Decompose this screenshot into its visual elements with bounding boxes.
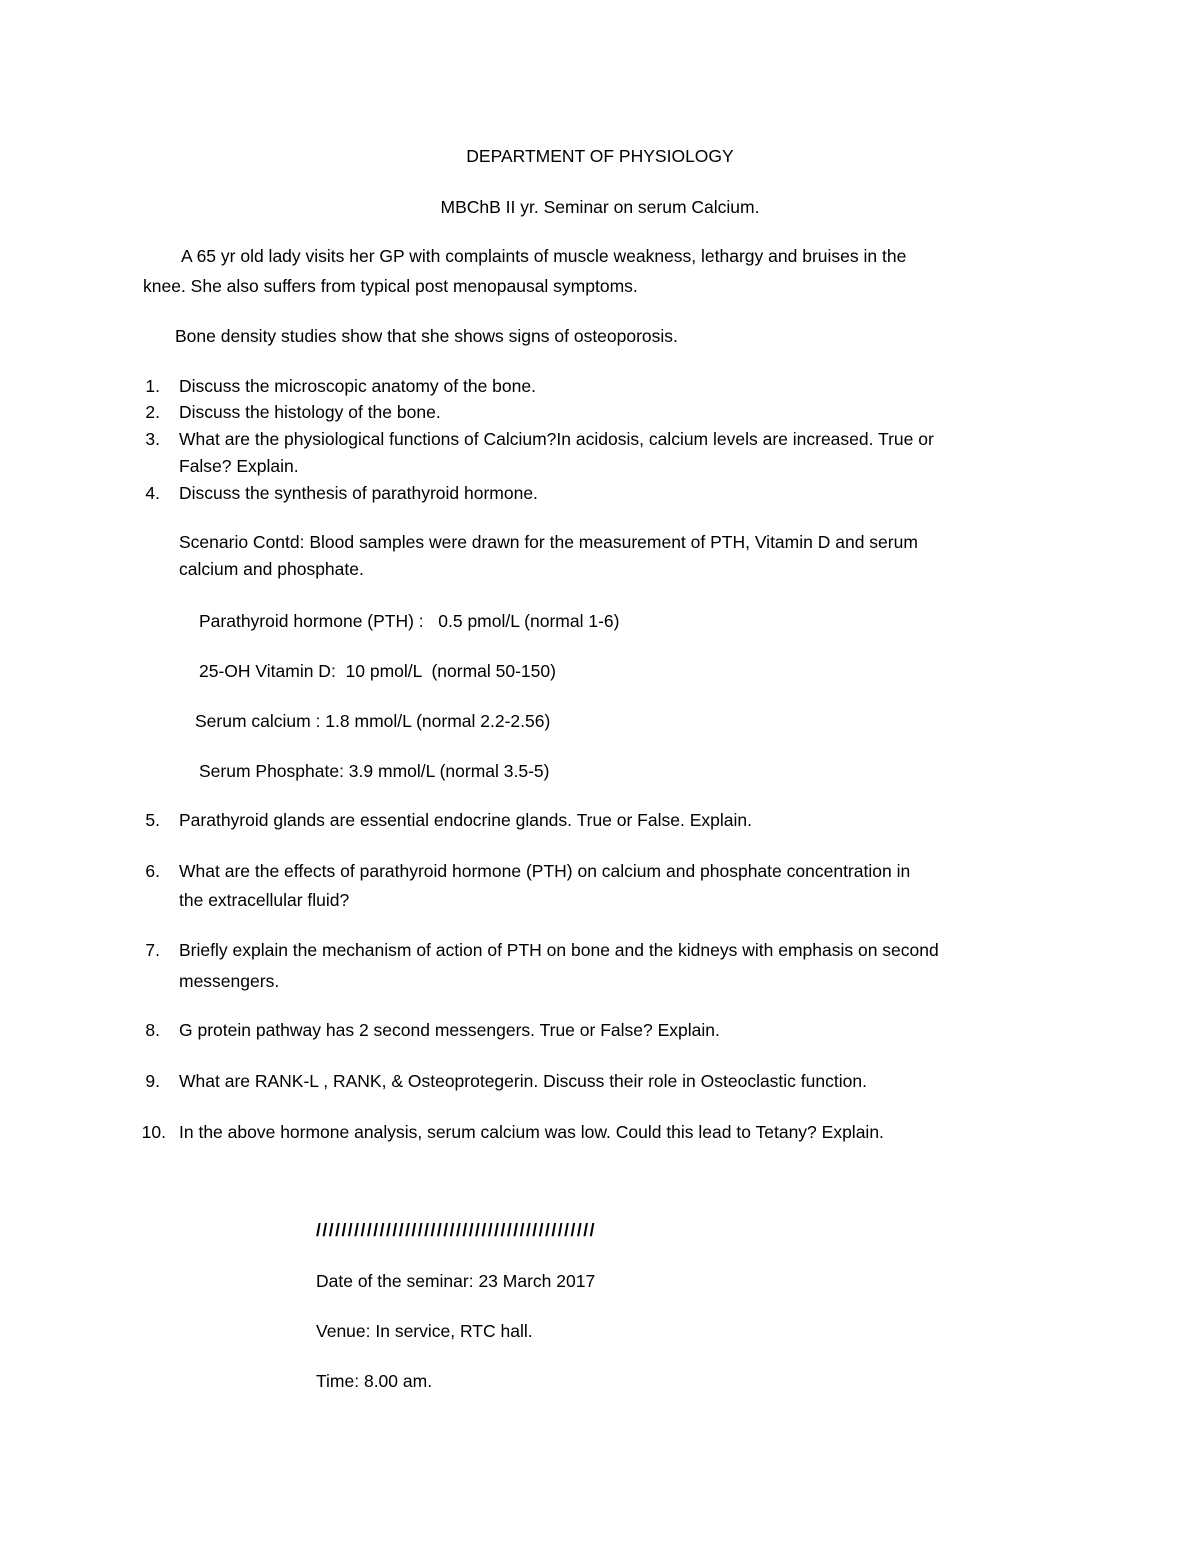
scenario-line-1: Scenario Contd: Blood samples were drawn for the measurement of PTH, Vitamin D and serum <box>179 532 918 552</box>
lab-result-phosphate: Serum Phosphate: 3.9 mmol/L (normal 3.5-5) <box>199 761 550 781</box>
question-text: Discuss the synthesis of parathyroid hormone. <box>179 483 538 503</box>
seminar-venue: Venue: In service, RTC hall. <box>316 1321 533 1341</box>
bone-density-line: Bone density studies show that she shows signs of osteoporosis. <box>175 326 678 346</box>
question-text-continued: messengers. <box>179 971 280 991</box>
question-number: 3. <box>145 429 160 449</box>
question-text: Discuss the microscopic anatomy of the bone. <box>179 376 536 396</box>
lab-result-vitamin-d: 25-OH Vitamin D: 10 pmol/L (normal 50-150) <box>199 661 556 681</box>
scenario-line-2: calcium and phosphate. <box>179 559 364 579</box>
question-text: What are RANK-L , RANK, & Osteoprotegerin. Discuss their role in Osteoclastic function. <box>179 1071 867 1091</box>
question-number: 8. <box>145 1020 160 1040</box>
intro-line-2: knee. She also suffers from typical post menopausal symptoms. <box>143 276 638 296</box>
question-number: 7. <box>145 940 160 960</box>
question-text: G protein pathway has 2 second messengers. True or False? Explain. <box>179 1020 720 1040</box>
question-text: Discuss the histology of the bone. <box>179 402 441 422</box>
question-text: Parathyroid glands are essential endocrine glands. True or False. Explain. <box>179 810 752 830</box>
question-number: 4. <box>145 483 160 503</box>
question-number: 1. <box>145 376 160 396</box>
question-number: 6. <box>145 861 160 881</box>
divider-slashes: //////////////////////////////////////////// <box>316 1220 596 1240</box>
question-text: What are the physiological functions of Calcium?In acidosis, calcium levels are increased. True or <box>179 429 934 449</box>
question-text: Briefly explain the mechanism of action of PTH on bone and the kidneys with emphasis on second <box>179 940 939 960</box>
seminar-date: Date of the seminar: 23 March 2017 <box>316 1271 596 1291</box>
question-number: 2. <box>145 402 160 422</box>
question-number: 5. <box>145 810 160 830</box>
question-number: 10. <box>141 1122 166 1142</box>
seminar-time: Time: 8.00 am. <box>316 1371 433 1391</box>
seminar-title: MBChB II yr. Seminar on serum Calcium. <box>440 197 760 217</box>
question-text: What are the effects of parathyroid hormone (PTH) on calcium and phosphate concentration in <box>179 861 911 881</box>
question-text-continued: False? Explain. <box>179 456 299 476</box>
question-text: In the above hormone analysis, serum calcium was low. Could this lead to Tetany? Explain. <box>179 1122 884 1142</box>
question-number: 9. <box>145 1071 160 1091</box>
lab-result-pth: Parathyroid hormone (PTH) : 0.5 pmol/L (normal 1-6) <box>199 611 620 631</box>
question-text-continued: the extracellular fluid? <box>179 890 350 910</box>
department-heading: DEPARTMENT OF PHYSIOLOGY <box>466 146 734 166</box>
intro-line-1: A 65 yr old lady visits her GP with complaints of muscle weakness, lethargy and bruises in the <box>181 246 907 266</box>
lab-result-calcium: Serum calcium : 1.8 mmol/L (normal 2.2-2.56) <box>195 711 551 731</box>
